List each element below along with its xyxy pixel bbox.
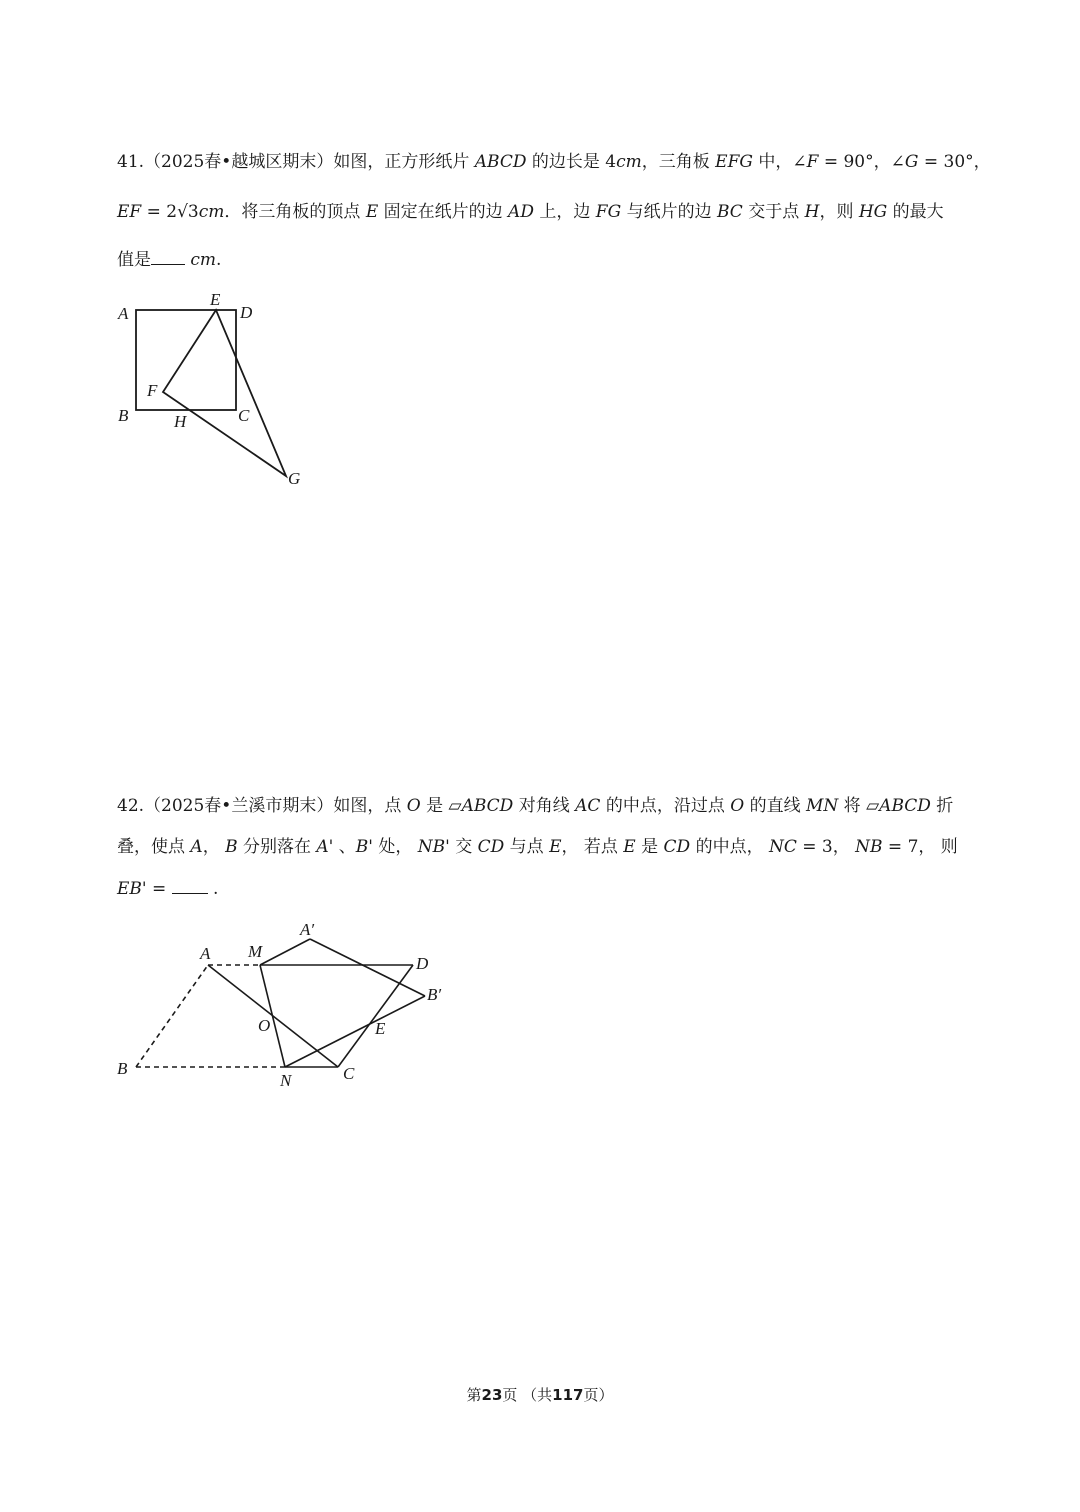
- text-run: = 90°，∠: [818, 152, 905, 172]
- problem-number: 41.: [117, 152, 145, 172]
- text-run: 的最大: [887, 202, 944, 222]
- text-run: = 30°，: [918, 152, 991, 172]
- figure-42: [110, 912, 470, 1092]
- math-run: cm: [198, 202, 225, 222]
- label-A-prime: A′: [300, 920, 315, 939]
- text-run: 叠，使点: [117, 837, 191, 857]
- label-O: O: [258, 1016, 271, 1035]
- label-B: B: [118, 406, 129, 425]
- math-run: B: [225, 837, 238, 857]
- math-run: EF: [117, 202, 142, 222]
- text-run: 对角线: [513, 796, 576, 816]
- text-run: 折: [930, 796, 954, 816]
- current-page-number: 23: [481, 1386, 503, 1404]
- math-run: HG: [858, 202, 888, 222]
- text-run: ，则: [819, 202, 859, 222]
- text-run: = 2√3: [141, 202, 199, 222]
- problem-text: [117, 879, 218, 899]
- math-run: AD: [508, 202, 534, 222]
- text-run: 的边长是 4: [526, 152, 617, 172]
- text-run: 将 ▱: [838, 796, 880, 816]
- text-run: 中，∠: [752, 152, 807, 172]
- math-run: E: [623, 837, 636, 857]
- segment-cd: [338, 965, 413, 1067]
- text-run: ，: [202, 837, 226, 857]
- math-run: BC: [716, 202, 743, 222]
- math-run: H: [804, 202, 820, 222]
- label-H: H: [174, 412, 187, 431]
- text-run: 值是: [117, 250, 151, 270]
- problem-text: [333, 152, 990, 172]
- math-run: B': [355, 837, 373, 857]
- text-run: .: [207, 879, 219, 899]
- text-run: ， 若点: [561, 837, 624, 857]
- math-run: F: [806, 152, 819, 172]
- page-footer: [0, 1384, 1080, 1405]
- text-run: 的中点，沿过点: [600, 796, 731, 816]
- text-run: 的直线: [744, 796, 806, 816]
- problem-text: [333, 796, 953, 816]
- segment-a-prime-b-prime: [310, 939, 425, 996]
- label-G: G: [288, 469, 301, 488]
- footer-prefix: 第: [466, 1386, 482, 1404]
- text-run: ．将三角板的顶点: [224, 202, 366, 222]
- problem-42-line-2: [117, 835, 958, 859]
- answer-blank: [151, 248, 185, 265]
- math-run: G: [904, 152, 919, 172]
- math-run: ABCD: [879, 796, 931, 816]
- segment-ac: [208, 965, 338, 1067]
- label-C: C: [343, 1064, 355, 1083]
- math-run: EFG: [715, 152, 753, 172]
- problem-source: （2025春•越城区期末）: [144, 152, 334, 172]
- text-run: =: [146, 879, 172, 899]
- label-C: C: [238, 406, 250, 425]
- math-run: O: [406, 796, 421, 816]
- triangle-efg: [163, 310, 286, 476]
- text-run: 的中点，: [690, 837, 769, 857]
- label-A: A: [200, 944, 211, 963]
- footer-middle: 页 （共: [502, 1386, 553, 1404]
- label-E: E: [210, 290, 221, 309]
- text-run: 是 ▱: [420, 796, 462, 816]
- math-run: NB': [417, 837, 450, 857]
- label-M: M: [248, 942, 263, 961]
- label-E: E: [375, 1019, 386, 1038]
- math-run: cm: [185, 250, 217, 270]
- text-run: = 7， 则: [882, 837, 958, 857]
- problem-42-line-1: [117, 794, 953, 818]
- text-run: 如图，正方形纸片: [333, 152, 475, 172]
- math-run: cm: [616, 152, 642, 172]
- math-run: MN: [805, 796, 839, 816]
- text-run: ，三角板: [641, 152, 716, 172]
- math-run: E: [365, 202, 379, 222]
- problem-number: 42.: [117, 796, 145, 816]
- math-run: NB: [855, 837, 883, 857]
- label-N: N: [280, 1071, 292, 1090]
- text-run: 处，: [372, 837, 418, 857]
- text-run: 交: [449, 837, 478, 857]
- math-run: CD: [663, 837, 691, 857]
- text-run: 固定在纸片的边: [378, 202, 509, 222]
- text-run: 与点: [504, 837, 550, 857]
- math-run: ABCD: [474, 152, 527, 172]
- segment-ma-prime: [260, 939, 310, 965]
- text-run: 、: [333, 837, 356, 857]
- problem-text: [117, 202, 944, 222]
- math-run: FG: [595, 202, 622, 222]
- text-run: 与纸片的边: [621, 202, 717, 222]
- dash-ba: [136, 965, 208, 1067]
- math-run: EB': [117, 879, 147, 899]
- math-run: E: [549, 837, 562, 857]
- label-A: A: [118, 304, 129, 323]
- math-run: CD: [477, 837, 505, 857]
- label-B: B: [117, 1059, 128, 1078]
- math-run: A': [316, 837, 334, 857]
- problem-41-line-3: [117, 248, 221, 272]
- figure-41: [110, 288, 330, 493]
- math-run: AC: [575, 796, 601, 816]
- label-B-prime: B′: [427, 985, 442, 1004]
- label-F: F: [147, 381, 158, 400]
- answer-blank: [172, 877, 208, 894]
- problem-text: [117, 837, 958, 857]
- problem-41-line-2: [117, 200, 944, 224]
- text-run: 如图，点: [333, 796, 407, 816]
- problem-42-line-3: [117, 877, 218, 901]
- text-run: 上，边: [533, 202, 596, 222]
- math-run: O: [730, 796, 745, 816]
- text-run: 是: [635, 837, 664, 857]
- text-run: 交于点: [742, 202, 805, 222]
- text-run: .: [216, 250, 222, 270]
- label-D: D: [240, 303, 253, 322]
- total-page-count: 117: [552, 1386, 584, 1404]
- segment-n-b-prime: [285, 996, 425, 1067]
- text-run: = 3，: [796, 837, 856, 857]
- footer-suffix: 页）: [583, 1386, 614, 1404]
- math-run: NC: [768, 837, 797, 857]
- problem-source: （2025春•兰溪市期末）: [144, 796, 334, 816]
- math-run: ABCD: [461, 796, 514, 816]
- label-D: D: [416, 954, 429, 973]
- problem-text: [117, 250, 221, 270]
- text-run: 分别落在: [237, 837, 317, 857]
- math-run: A: [190, 837, 203, 857]
- problem-41-line-1: [117, 150, 991, 174]
